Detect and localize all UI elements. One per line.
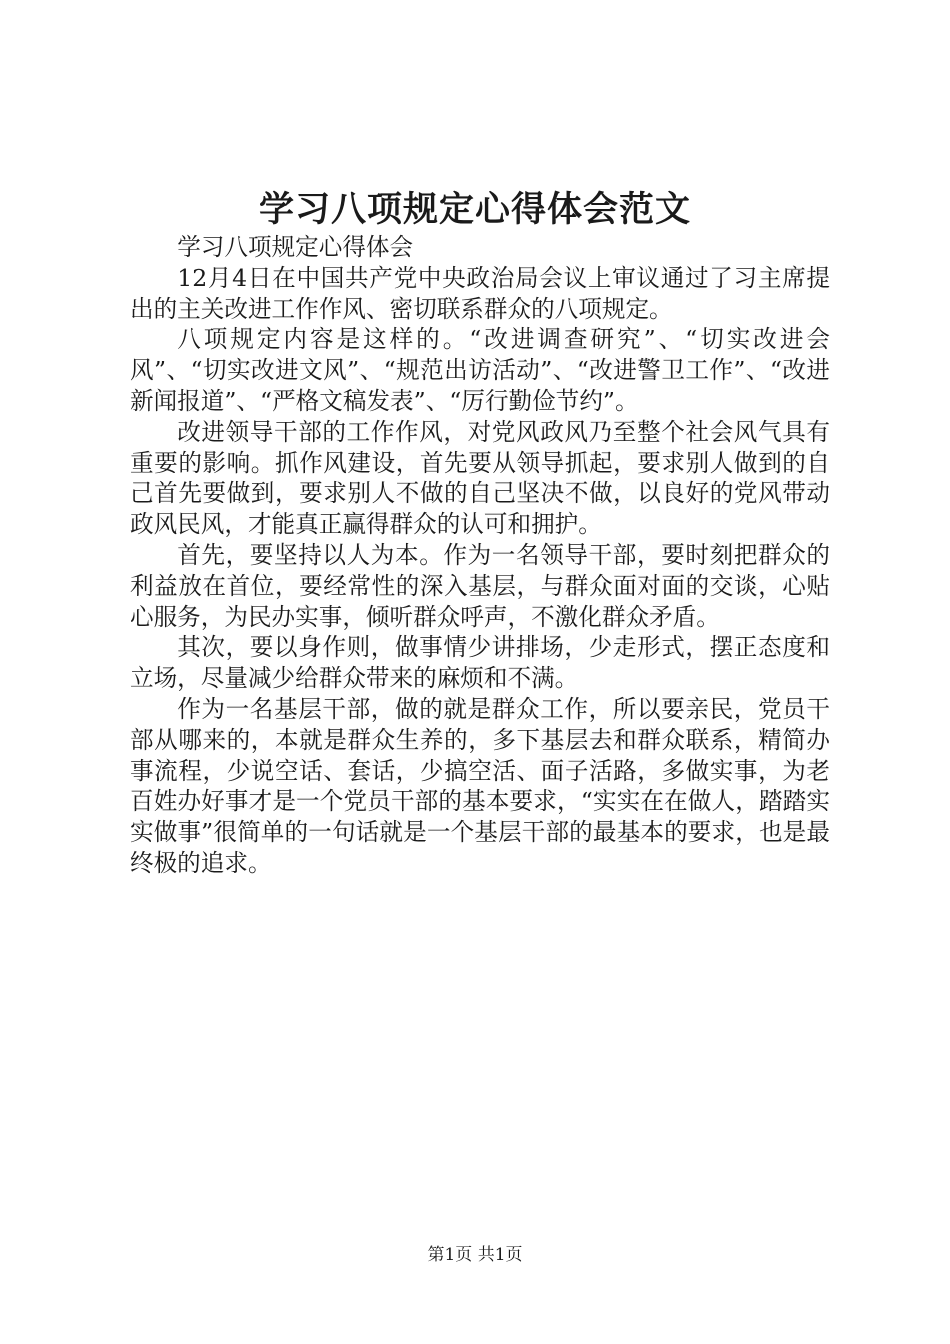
body-paragraph: 八项规定内容是这样的。“改进调查研究”、“切实改进会风”、“切实改进文风”、“规范出访活动”、“改进警卫工作”、“改进新闻报道”、“严格文稿发表”、“厉行勤俭节约”。 [130, 325, 830, 415]
body-paragraph: 作为一名基层干部，做的就是群众工作，所以要亲民，党员干部从哪来的，本就是群众生养的，多下基层去和群众联系，精简办事流程，少说空话、套话，少搞空活、面子活路，多做实事，为老百姓办好事才是一个党员干部的基本要求，“实实在在做人，踏踏实实做事”很简单的一句话就是一个基层干部的最基本的要求，也是最终极的追求。 [130, 694, 830, 877]
page-number-footer: 第1页 共1页 [427, 1245, 523, 1265]
document-title: 学习八项规定心得体会范文 [258, 189, 691, 230]
subtitle-paragraph: 学习八项规定心得体会 [177, 233, 414, 261]
body-paragraph: 首先，要坚持以人为本。作为一名领导干部，要时刻把群众的利益放在首位，要经常性的深入基层，与群众面对面的交谈，心贴心服务，为民办实事，倾听群众呼声，不激化群众矛盾。 [130, 540, 830, 631]
body-paragraph: 改进领导干部的工作作风，对党风政风乃至整个社会风气具有重要的影响。抓作风建设，首先要从领导抓起，要求别人做到的自己首先要做到，要求别人不做的自己坚决不做，以良好的党风带动政风民风，才能真正赢得群众的认可和拥护。 [130, 417, 830, 539]
body-paragraph: 其次，要以身作则，做事情少讲排场，少走形式，摆正态度和立场，尽量减少给群众带来的麻烦和不满。 [130, 633, 830, 693]
document-body [130, 232, 830, 879]
body-paragraph: 12月4日在中国共产党中央政治局会议上审议通过了习主席提出的主关改进工作作风、密切联系群众的八项规定。 [130, 263, 830, 323]
